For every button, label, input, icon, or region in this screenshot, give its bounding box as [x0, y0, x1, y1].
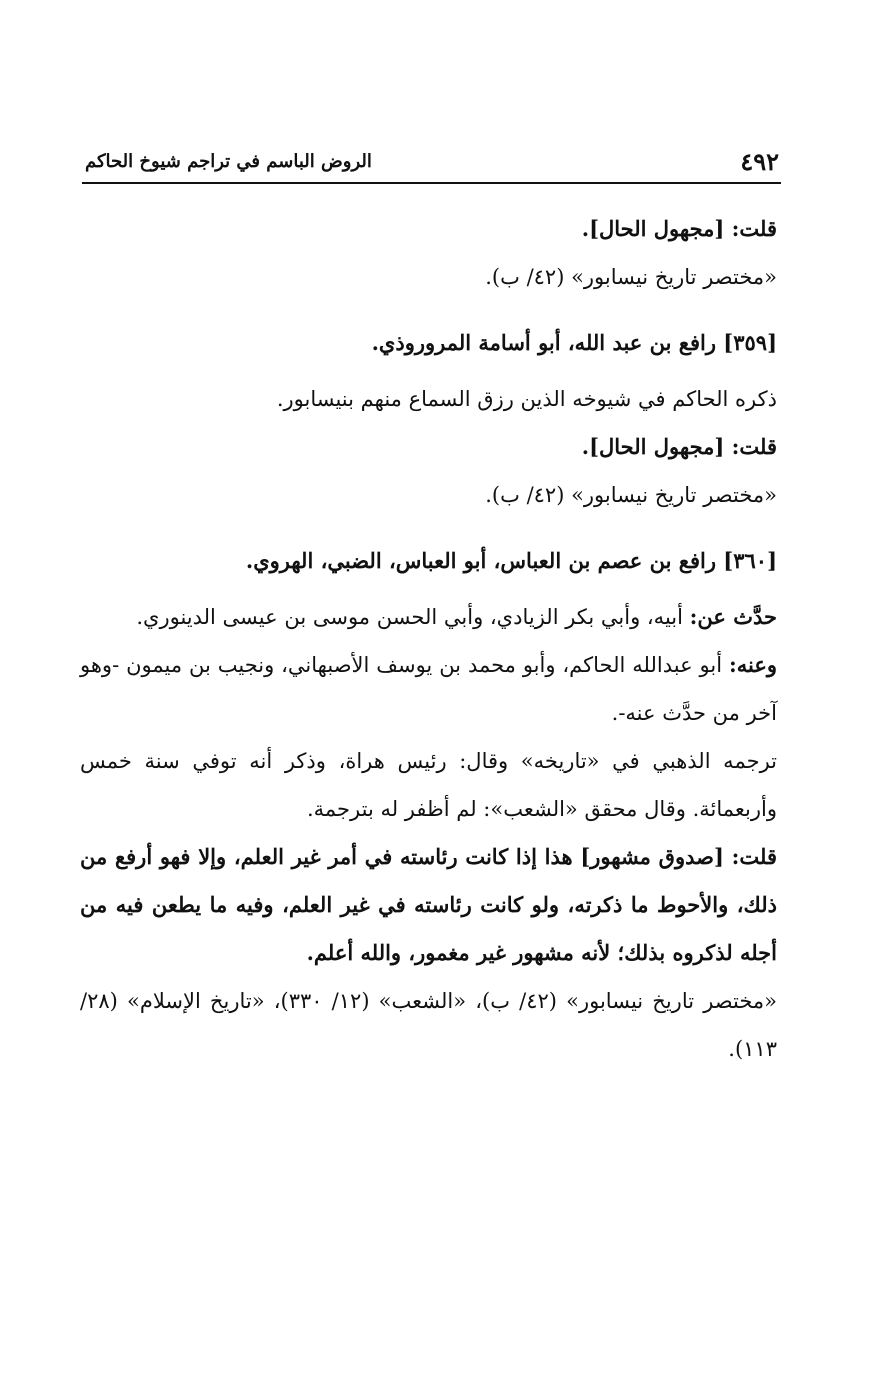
entry-359-heading: [٣٥٩] رافع بن عبد الله، أبو أسامة المروروذي.	[371, 330, 777, 355]
entry-359-text: ذكره الحاكم في شيوخه الذين رزق السماع منهم بنيسابور.	[276, 387, 777, 411]
narrated-from-label: حدَّث عن:	[689, 604, 777, 629]
running-title: الروض الباسم في تراجم شيوخ الحاكم	[85, 150, 372, 172]
biography-paragraph: ترجمه الذهبي في «تاريخه» وقال: رئيس هراة، وذكر أنه توفي سنة خمس وأربعمائة. وقال محقق «الشعب»: لم أظفر له بترجمة.	[80, 749, 777, 821]
note-unknown-status-1: قلت: [مجهول الحال].	[581, 216, 777, 241]
narrators-text: أبو عبدالله الحاكم، وأبو محمد بن يوسف الأصبهاني، ونجيب بن ميمون -وهو آخر من حدَّث عنه-.	[80, 653, 777, 725]
narrated-from-text: أبيه، وأبي بكر الزيادي، وأبي الحسن موسى بن عيسى الدينوري.	[136, 605, 690, 629]
header-divider	[82, 182, 781, 184]
page-number: ٤٩٢	[740, 146, 779, 176]
source-citation-2: «مختصر تاريخ نيسابور» (٤٢/ ب).	[485, 483, 777, 507]
narrators-label: وعنه:	[728, 652, 777, 677]
entry-360-heading: [٣٦٠] رافع بن عصم بن العباس، أبو العباس، الضبي، الهروي.	[245, 548, 777, 573]
page-header	[85, 143, 779, 179]
page-body	[80, 205, 777, 1073]
narrated-from-paragraph	[80, 593, 777, 641]
narrators-paragraph	[80, 641, 777, 737]
note-unknown-status-2: قلت: [مجهول الحال].	[581, 434, 777, 459]
author-assessment-paragraph: قلت: [صدوق مشهور] هذا إذا كانت رئاسته في أمر غير العلم، وإلا فهو أرفع من ذلك، والأحوط ما ذكرته، ولو كانت رئاسته في غير العلم، وفيه ما يطعن فيه من أجله لذكروه بذلك؛ لأنه مشهور غير مغمور، والله أعلم.	[80, 844, 777, 965]
source-citation-3: «مختصر تاريخ نيسابور» (٤٢/ ب)، «الشعب» (١٢/ ٣٣٠)، «تاريخ الإسلام» (٢٨/ ١١٣).	[80, 989, 777, 1061]
source-citation-1: «مختصر تاريخ نيسابور» (٤٢/ ب).	[485, 265, 777, 289]
